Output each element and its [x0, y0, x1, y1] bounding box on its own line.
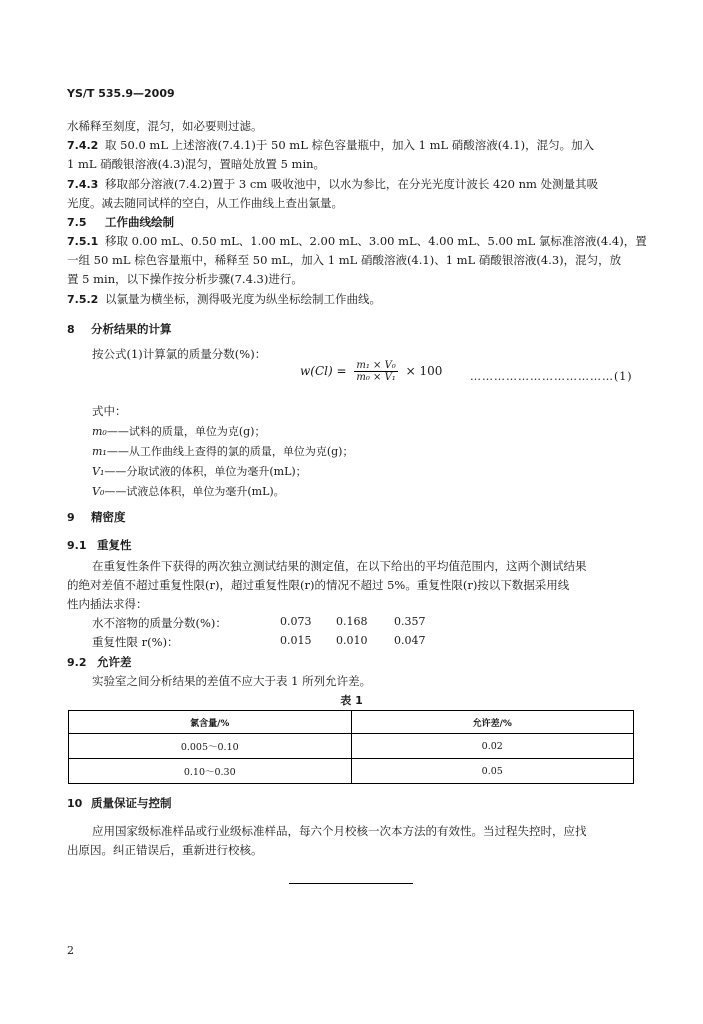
- formula-lhs: w(Cl) =: [300, 364, 347, 378]
- section-9-heading: [67, 508, 635, 527]
- table-cell: 0.05: [351, 759, 634, 784]
- paragraph-line: 出原因。纠正错误后，重新进行校核。: [67, 843, 263, 857]
- precision-value: 0.015: [280, 634, 312, 647]
- clause-7-4-2: [67, 136, 635, 155]
- clause-number: 7.5.2: [67, 293, 99, 306]
- paragraph-line: 的绝对差值不超过重复性限(r)，超过重复性限(r)的情况不超过 5%。重复性限(r)按以下数据采用线: [67, 578, 570, 592]
- definition-symbol: V₀: [92, 485, 105, 498]
- variable-definitions: [92, 422, 353, 502]
- paragraph-line: 实验室之间分析结果的差值不应大于表 1 所列允许差。: [92, 674, 372, 688]
- paragraph-line: 一组 50 mL 棕色容量瓶中，稀释至 50 mL，加入 1 mL 硝酸溶液(4.1)、1 mL 硝酸银溶液(4.3)，混匀，放: [67, 253, 622, 267]
- clause-text: 移取 0.00 mL、0.50 mL、1.00 mL、2.00 mL、3.00 mL、4.00 mL、5.00 mL 氯标准溶液(4.4)，置: [105, 234, 647, 248]
- definition-symbol: V₁: [92, 465, 105, 478]
- definition-text: ——试料的质量，单位为克(g)；: [106, 425, 266, 438]
- precision-value: 0.047: [394, 634, 426, 647]
- section-number: 9.1: [67, 539, 87, 552]
- where-label: 式中：: [92, 404, 127, 418]
- formula-denominator: m₀ × V₁: [356, 372, 396, 383]
- definition-item: [92, 442, 353, 462]
- formula: [300, 360, 442, 383]
- definition-item: [92, 482, 353, 502]
- page-number: 2: [67, 944, 74, 957]
- section-9-2-heading: [67, 653, 635, 672]
- clause-7-5-1: [67, 232, 647, 251]
- section-8-heading: [67, 320, 635, 339]
- table-header-cell: 允许差/%: [351, 711, 634, 734]
- section-9-1-heading: [67, 536, 635, 555]
- definition-text: ——从工作曲线上查得的氯的质量，单位为克(g)；: [106, 445, 354, 458]
- definition-text: ——分取试液的体积，单位为毫升(mL)；: [104, 465, 307, 478]
- table-row: [69, 759, 634, 784]
- precision-label: 重复性限 r(%)：: [92, 635, 179, 649]
- definition-symbol: m₀: [92, 425, 107, 438]
- clause-text: 取 50.0 mL 上述溶液(7.4.1)于 50 mL 棕色容量瓶中，加入 1 mL 硝酸溶液(4.1)，混匀。加入: [105, 138, 595, 152]
- clause-number: 7.5.1: [67, 235, 99, 248]
- table-header-cell: 氯含量/%: [69, 711, 352, 734]
- clause-text: 移取部分溶液(7.4.2)置于 3 cm 吸收池中，以水为参比，在分光光度计波长 420 nm 处测量其吸: [105, 177, 599, 191]
- definition-symbol: m₁: [92, 445, 107, 458]
- paragraph-line: 光度。减去随同试样的空白，从工作曲线上查出氯量。: [67, 196, 343, 210]
- definition-item: [92, 462, 353, 482]
- paragraph-line: 性内插法求得：: [67, 597, 148, 611]
- section-title: 分析结果的计算: [91, 322, 172, 336]
- formula-multiplier: × 100: [405, 364, 443, 378]
- paragraph-line: 1 mL 硝酸银溶液(4.3)混匀，置暗处放置 5 min。: [67, 157, 326, 171]
- section-title: 工作曲线绘制: [105, 215, 174, 229]
- precision-row-content: [92, 615, 426, 631]
- clause-number: 7.4.2: [67, 139, 99, 152]
- table-cell: 0.02: [351, 734, 634, 759]
- clause-7-5-2: [67, 290, 635, 309]
- section-7-5-heading: [67, 213, 635, 232]
- precision-value: 0.010: [336, 634, 368, 647]
- paragraph-line: 置 5 min，以下操作按分析步骤(7.4.3)进行。: [67, 272, 303, 286]
- table-header-row: [69, 711, 634, 734]
- section-10-heading: [67, 794, 635, 813]
- document-code-header: YS/T 535.9—2009: [67, 87, 175, 100]
- clause-7-4-3: [67, 175, 635, 194]
- formula-numerator: m₁ × V₀: [356, 360, 396, 371]
- precision-value: 0.168: [336, 615, 368, 628]
- section-title: 质量保证与控制: [91, 796, 172, 810]
- precision-value: 0.073: [280, 615, 312, 628]
- section-number: 9: [67, 511, 75, 524]
- formula-intro: 按公式(1)计算氯的质量分数(%)：: [92, 347, 267, 361]
- table-row: [69, 734, 634, 759]
- clause-text: 以氯量为横坐标，测得吸光度为纵坐标绘制工作曲线。: [105, 292, 381, 306]
- paragraph-line: 水稀释至刻度，混匀，如必要则过滤。: [67, 119, 263, 133]
- paragraph-line: 在重复性条件下获得的两次独立测试结果的测定值，在以下给出的平均值范围内，这两个测试结果: [92, 559, 587, 573]
- clause-number: 7.4.3: [67, 178, 99, 191]
- section-number: 10: [67, 797, 83, 810]
- formula-number: ………………………………(1): [470, 370, 633, 383]
- precision-row-limit: [92, 634, 426, 650]
- section-title: 精密度: [91, 510, 126, 524]
- tolerance-table: [68, 710, 634, 784]
- table-cell: 0.005～0.10: [69, 734, 352, 759]
- formula-fraction: [354, 360, 397, 383]
- end-of-document-rule: [289, 883, 413, 884]
- section-title: 允许差: [97, 655, 132, 669]
- definition-text: ——试液总体积，单位为毫升(mL)。: [104, 485, 285, 498]
- precision-label: 水不溶物的质量分数(%)：: [92, 616, 227, 630]
- section-number: 9.2: [67, 656, 87, 669]
- paragraph-line: 应用国家级标准样品或行业级标准样品，每六个月校核一次本方法的有效性。当过程失控时，应找: [92, 824, 587, 838]
- table-cell: 0.10～0.30: [69, 759, 352, 784]
- section-title: 重复性: [97, 538, 132, 552]
- precision-value: 0.357: [394, 615, 426, 628]
- definition-item: [92, 422, 353, 442]
- section-number: 7.5: [67, 216, 87, 229]
- section-number: 8: [67, 323, 75, 336]
- table-caption: 表 1: [340, 694, 363, 707]
